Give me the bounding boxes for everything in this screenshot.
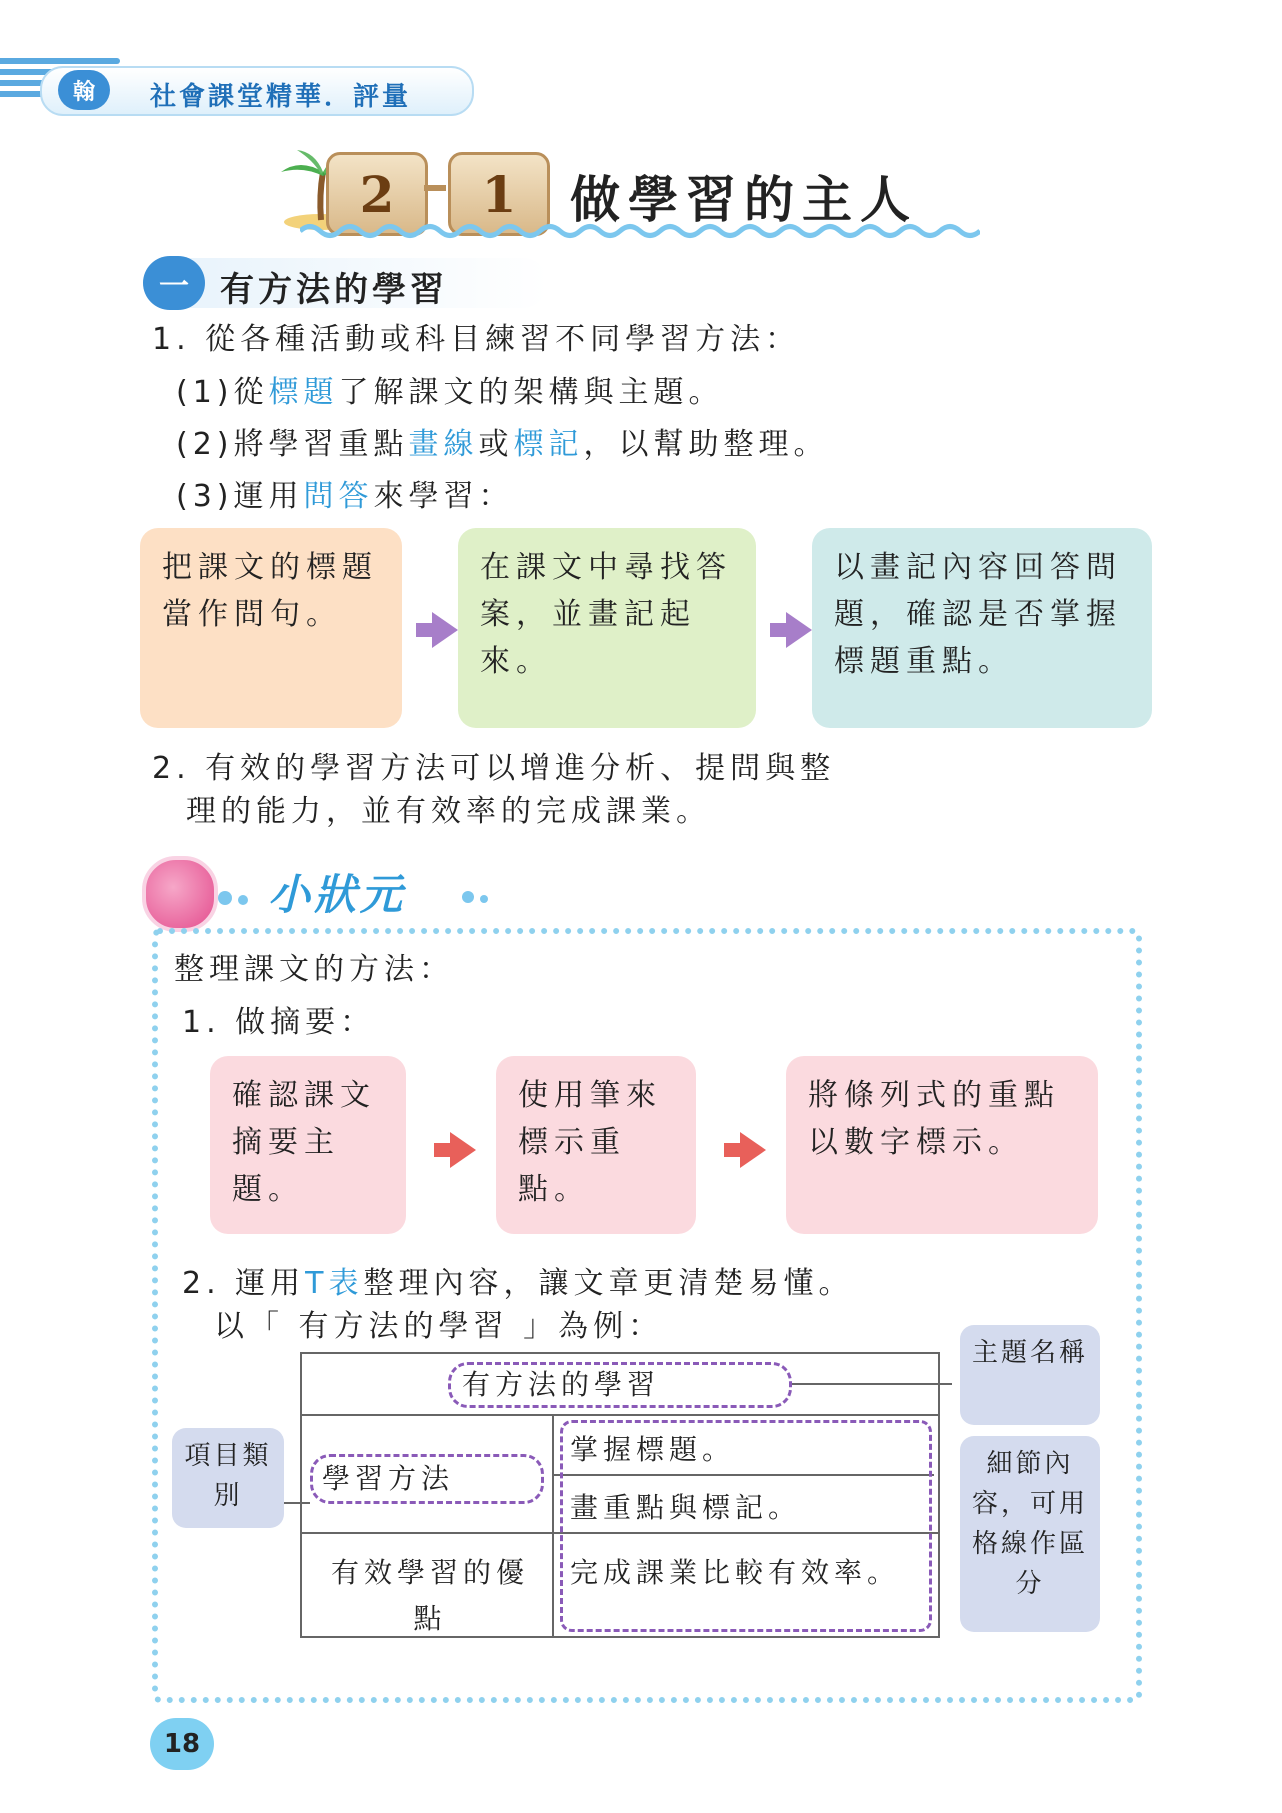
tag-connector [284,1502,310,1504]
flow-step-1: 把課文的標題當作問句。 [140,528,402,728]
t-chart-row1-item: 掌握標題。 [570,1433,736,1466]
tips-example: 以「 有方法的學習 」為例： [214,1309,664,1344]
wave-divider [300,222,980,240]
tag-connector [792,1383,952,1385]
t-chart-divider [552,1414,554,1638]
tips-title: 小狀元 [268,870,407,919]
tips-intro: 整理課文的方法： [174,952,454,987]
section1-item1: 1. 從各種活動或科目練習不同學習方法： [152,322,801,357]
lesson-number-sub: 1 [448,152,550,236]
summary-step-1: 確認課文摘要主題。 [210,1056,406,1234]
t-chart-row1-label: 學習方法 [322,1462,455,1495]
lesson-title: 做學習的主人 [570,171,918,229]
tips-item1: 1. 做摘要： [182,1005,376,1040]
t-chart-row2-item: 完成課業比較有效率。 [570,1556,901,1589]
section1-item2-line1: 2. 有效的學習方法可以增進分析、提問與整 [152,751,836,786]
flow-arrow-icon [432,612,458,648]
bubble-dots-icon [462,888,494,907]
section-title: 有方法的學習 [220,270,448,310]
t-chart-divider [300,1414,940,1416]
section-number: 一 [143,256,205,310]
flow-arrow-icon [786,612,812,648]
section1-sub1: (1)從標題了解課文的架構與主題。 [176,375,724,410]
page-number: 18 [150,1718,214,1770]
section1-sub3: (3)運用問答來學習： [176,479,514,514]
flow-step-3: 以畫記內容回答問題，確認是否掌握標題重點。 [812,528,1152,728]
publisher-badge: 翰 [58,70,110,110]
lesson-number-dash [424,185,446,191]
bubble-dots-icon [218,890,254,909]
t-chart-row2-label: 有效學習的優點 [330,1556,529,1635]
section1-item2-line2: 理的能力，並有效率的完成課業。 [186,794,711,829]
flow-arrow-icon [450,1132,476,1168]
t-chart-topic: 有方法的學習 [462,1368,661,1401]
seahorse-mascot-icon [142,856,218,932]
tag-detail: 細節內容，可用格線作區分 [960,1436,1100,1632]
summary-step-2: 使用筆來標示重點。 [496,1056,696,1234]
flow-step-2: 在課文中尋找答案，並畫記起來。 [458,528,756,728]
book-title: 社會課堂精華．評量 [150,82,412,112]
flow-arrow-icon [740,1132,766,1168]
section1-sub2: (2)將學習重點畫線或標記，以幫助整理。 [176,427,829,462]
tag-category: 項目類別 [172,1428,284,1528]
tips-item2: 2. 運用T表整理內容，讓文章更清楚易懂。 [182,1266,854,1301]
summary-step-3: 將條列式的重點以數字標示。 [786,1056,1098,1234]
t-chart-row1-item: 畫重點與標記。 [570,1491,802,1524]
lesson-number-unit: 2 [326,152,428,236]
tag-topic-name: 主題名稱 [960,1325,1100,1425]
